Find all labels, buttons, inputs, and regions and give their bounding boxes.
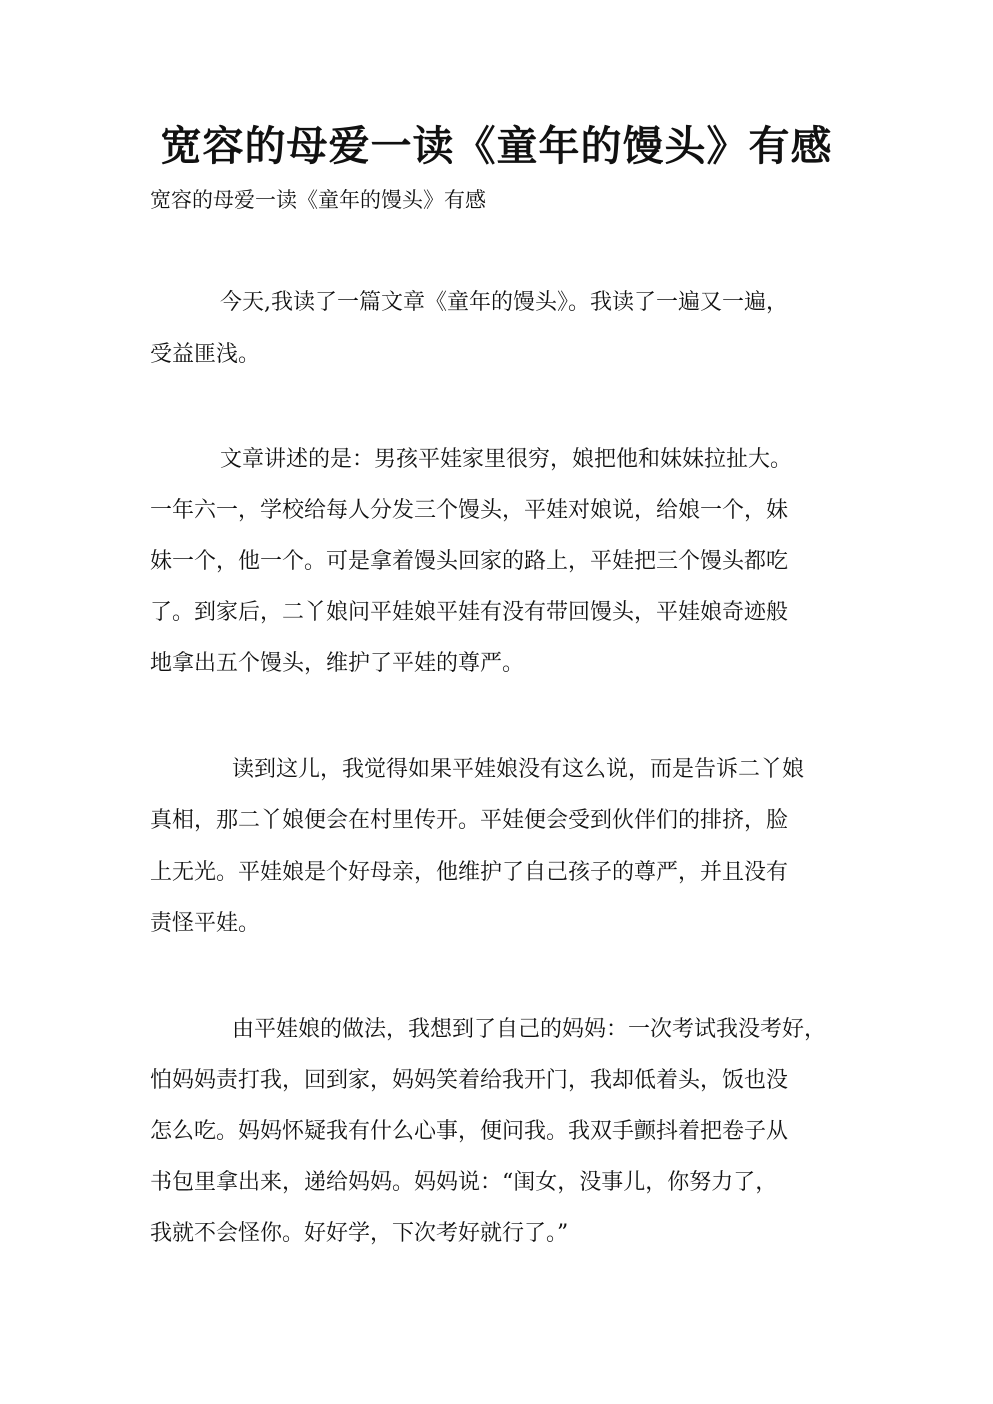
paragraph-line: 怎么吃。妈妈怀疑我有什么心事，便问我。我双手颤抖着把卷子从 — [150, 1119, 789, 1144]
paragraph-line: 受益匪浅。 — [150, 342, 261, 367]
paragraph-line: 责怪平娃。 — [150, 911, 261, 936]
paragraph-line: 一年六一，学校给每人分发三个馒头，平娃对娘说，给娘一个，妹 — [150, 498, 789, 523]
paragraph-line: 怕妈妈责打我，回到家，妈妈笑着给我开门，我却低着头，饭也没 — [150, 1068, 789, 1093]
document-title: 宽容的母爱一读《童年的馒头》有感 — [160, 122, 833, 170]
paragraph-line: 妹一个，他一个。可是拿着馒头回家的路上，平娃把三个馒头都吃 — [150, 549, 789, 574]
paragraph-line: 地拿出五个馒头，维护了平娃的尊严。 — [150, 651, 525, 676]
paragraph-line: 了。到家后，二丫娘问平娃娘平娃有没有带回馒头，平娃娘奇迹般 — [150, 600, 789, 625]
paragraph-line: 由平娃娘的做法，我想到了自己的妈妈：一次考试我没考好， — [232, 1017, 827, 1042]
paragraph-line: 书包里拿出来，递给妈妈。妈妈说：“闺女，没事儿，你努力了， — [150, 1170, 778, 1195]
document-subtitle: 宽容的母爱一读《童年的馒头》有感 — [150, 188, 486, 212]
paragraph-line: 我就不会怪你。好好学，下次考好就行了。” — [150, 1221, 569, 1246]
paragraph-line: 文章讲述的是：男孩平娃家里很穷，娘把他和妹妹拉扯大。 — [220, 447, 793, 472]
paragraph-line: 上无光。平娃娘是个好母亲，他维护了自己孩子的尊严，并且没有 — [150, 860, 789, 885]
paragraph-line: 读到这儿，我觉得如果平娃娘没有这么说，而是告诉二丫娘 — [232, 757, 805, 782]
paragraph-line: 真相，那二丫娘便会在村里传开。平娃便会受到伙伴们的排挤，脸 — [150, 808, 789, 833]
paragraph-line: 今天,我读了一篇文章《童年的馒头》。我读了一遍又一遍， — [220, 290, 788, 315]
